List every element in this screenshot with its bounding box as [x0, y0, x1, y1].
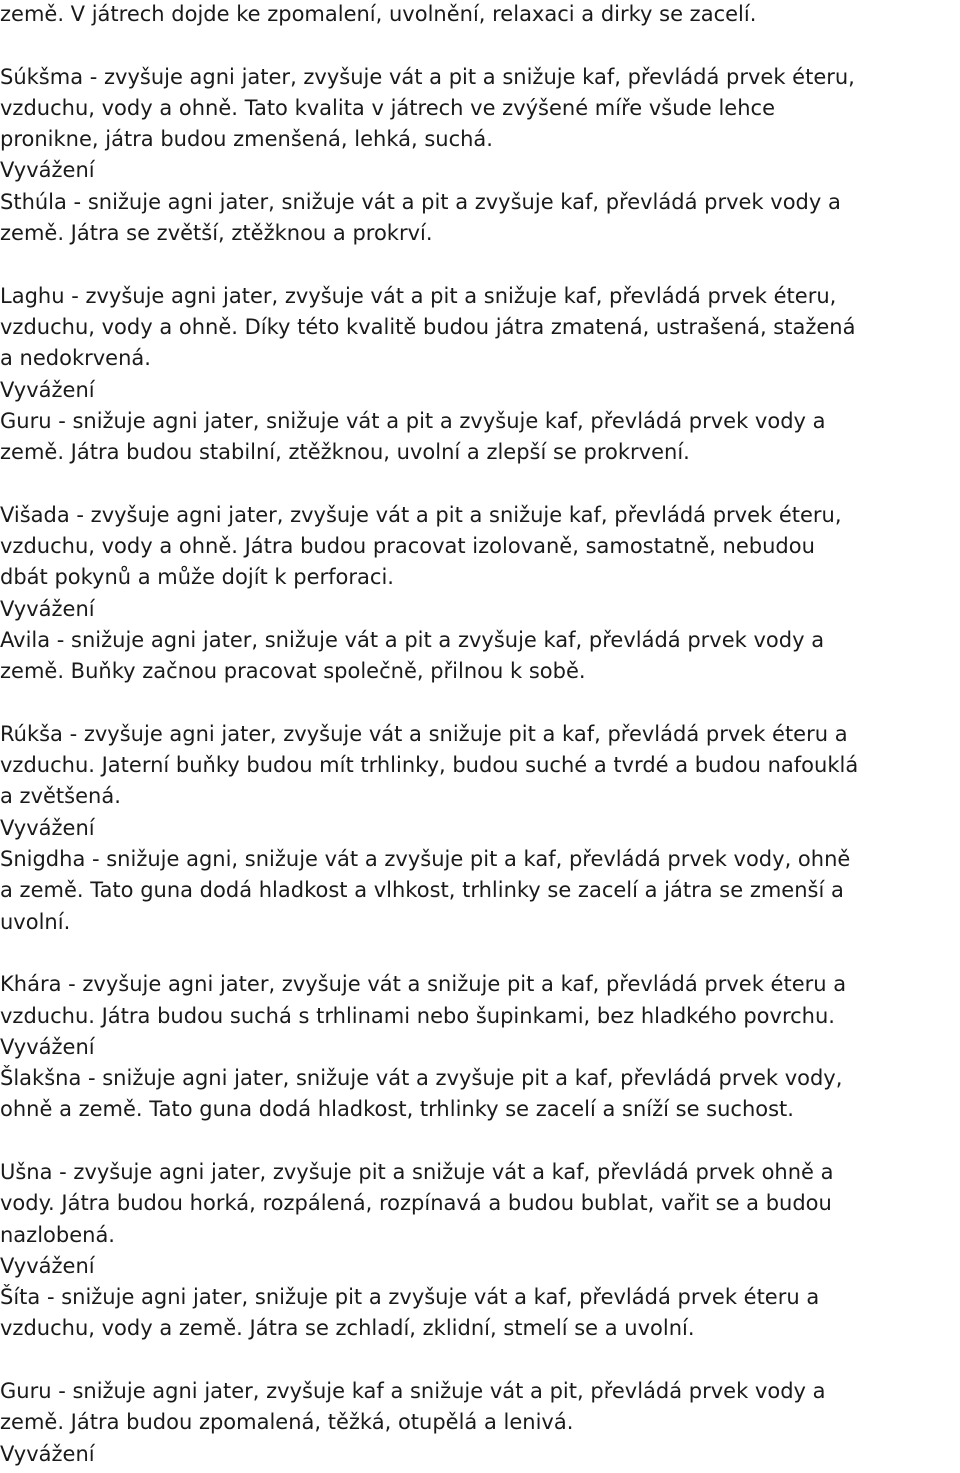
blank-line	[0, 688, 960, 719]
text-line: země. Játra se zvětší, ztěžknou a prokrví.	[0, 221, 433, 246]
text-line: ohně a země. Tato guna dodá hladkost, trhlinky se zacelí a sníží se suchost.	[0, 1097, 794, 1122]
text-line: Laghu - zvyšuje agni jater, zvyšuje vát a pit a snižuje kaf, převládá prvek éteru,	[0, 283, 837, 308]
section-label-vyvazeni: Vyvážení	[0, 1441, 95, 1466]
text-line: Avila - snižuje agni jater, snižuje vát a pit a zvyšuje kaf, převládá prvek vody a	[0, 627, 825, 652]
text-line: pronikne, játra budou zmenšená, lehká, suchá.	[0, 127, 493, 152]
text-line: vzduchu, vody a země. Játra se zchladí, zklidní, stmelí se a uvolní.	[0, 1316, 695, 1341]
blank-line	[0, 1126, 960, 1157]
text-line: Khára - zvyšuje agni jater, zvyšuje vát a snižuje pit a kaf, převládá prvek éteru a	[0, 972, 847, 997]
text-line: Rúkša - zvyšuje agni jater, zvyšuje vát a snižuje pit a kaf, převládá prvek éteru a	[0, 721, 848, 746]
text-line: dbát pokynů a může dojít k perforaci.	[0, 565, 394, 590]
text-line: Šíta - snižuje agni jater, snižuje pit a zvyšuje vát a kaf, převládá prvek éteru a	[0, 1285, 820, 1310]
blank-line	[0, 938, 960, 969]
section-label-vyvazeni: Vyvážení	[0, 1034, 95, 1059]
blank-line	[0, 249, 960, 280]
text-line: vzduchu, vody a ohně. Játra budou pracovat izolovaně, samostatně, nebudou	[0, 534, 815, 559]
text-line: a zvětšená.	[0, 784, 121, 809]
blank-line	[0, 1345, 960, 1376]
text-line: uvolní.	[0, 909, 71, 934]
text-line: Snigdha - snižuje agni, snižuje vát a zvyšuje pit a kaf, převládá prvek vody, ohně	[0, 847, 851, 872]
text-line: Sthúla - snižuje agni jater, snižuje vát a pit a zvyšuje kaf, převládá prvek vody a	[0, 189, 841, 214]
section-label-vyvazeni: Vyvážení	[0, 377, 95, 402]
text-line: vody. Játra budou horká, rozpálená, rozpínavá a budou bublat, vařit se a budou	[0, 1191, 832, 1216]
section-label-vyvazeni: Vyvážení	[0, 158, 95, 183]
text-line: vzduchu, vody a ohně. Tato kvalita v játrech ve zvýšené míře všude lehce	[0, 95, 776, 120]
text-line: Súkšma - zvyšuje agni jater, zvyšuje vát a pit a snižuje kaf, převládá prvek éteru,	[0, 64, 855, 89]
text-line: země. V játrech dojde ke zpomalení, uvolnění, relaxaci a dirky se zacelí.	[0, 2, 757, 26]
text-line: nazlobená.	[0, 1222, 115, 1247]
text-line: vzduchu. Játra budou suchá s trhlinami nebo šupinkami, bez hladkého povrchu.	[0, 1003, 835, 1028]
text-line: vzduchu, vody a ohně. Díky této kvalitě budou játra zmatená, ustrašená, stažená	[0, 314, 856, 339]
blank-line	[0, 468, 960, 499]
section-label-vyvazeni: Vyvážení	[0, 596, 95, 621]
section-label-vyvazeni: Vyvážení	[0, 1253, 95, 1278]
text-line: a země. Tato guna dodá hladkost a vlhkost, trhlinky se zacelí a játra se zmenší a	[0, 878, 844, 903]
text-line: země. Játra budou stabilní, ztěžknou, uvolní a zlepší se prokrvení.	[0, 440, 690, 465]
blank-line	[0, 30, 960, 61]
text-line: země. Játra budou zpomalená, těžká, otupělá a lenivá.	[0, 1410, 574, 1435]
text-line: země. Buňky začnou pracovat společně, přilnou k sobě.	[0, 659, 586, 684]
text-line: Šlakšna - snižuje agni jater, snižuje vát a zvyšuje pit a kaf, převládá prvek vody,	[0, 1066, 843, 1091]
text-line: Višada - zvyšuje agni jater, zvyšuje vát a pit a snižuje kaf, převládá prvek éteru,	[0, 502, 842, 527]
section-label-vyvazeni: Vyvážení	[0, 815, 95, 840]
text-line: Ušna - zvyšuje agni jater, zvyšuje pit a snižuje vát a kaf, převládá prvek ohně a	[0, 1159, 834, 1184]
text-line: a nedokrvená.	[0, 346, 151, 371]
text-line: vzduchu. Jaterní buňky budou mít trhlinky, budou suché a tvrdé a budou nafouklá	[0, 753, 859, 778]
text-line: Guru - snižuje agni jater, zvyšuje kaf a snižuje vát a pit, převládá prvek vody a	[0, 1379, 826, 1404]
text-line: Guru - snižuje agni jater, snižuje vát a pit a zvyšuje kaf, převládá prvek vody a	[0, 408, 826, 433]
